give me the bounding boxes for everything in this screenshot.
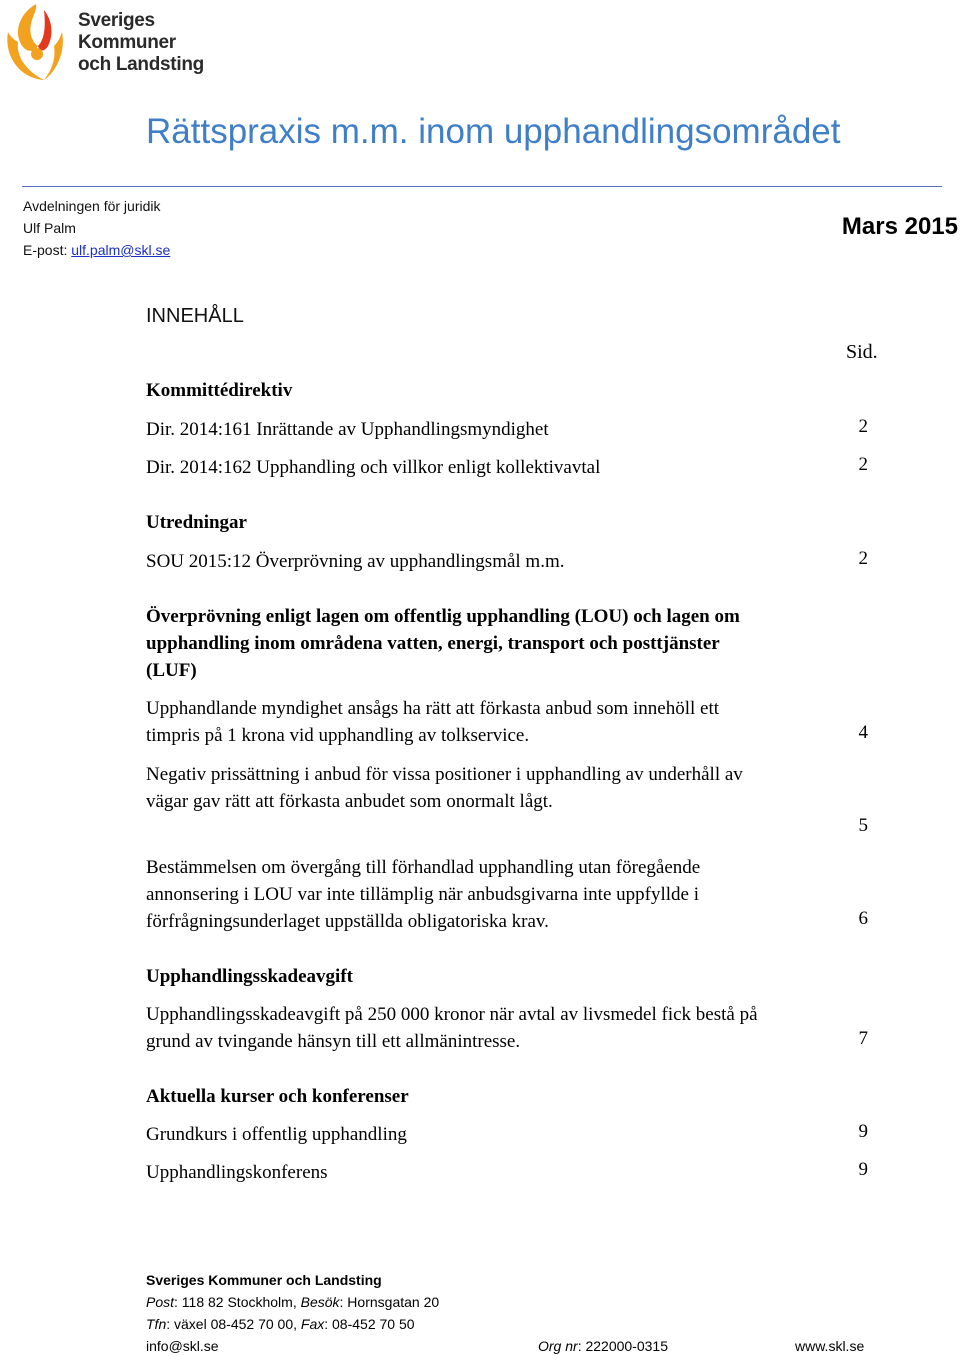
toc-entry: Upphandlingsskadeavgift på 250 000 kronor när avtal av livsmedel fick bestå på grund av tvingande hänsyn till ett allmänintresse.	[146, 1004, 758, 1052]
toc-page-number: 2	[858, 548, 868, 569]
toc-page-number: 9	[858, 1159, 868, 1180]
department: Avdelningen för juridik	[23, 198, 161, 214]
toc-page-number: 7	[858, 1028, 868, 1049]
toc-section-title: Kommittédirektiv	[146, 380, 293, 401]
toc-section-title: Utredningar	[146, 512, 247, 533]
document-title: Rättspraxis m.m. inom upphandlingsområdet	[146, 112, 841, 151]
toc-section-title: Överprövning enligt lagen om offentlig upphandling (LOU) och lagen om upphandling inom områdena vatten, energi, transport och posttjänster (LUF)	[146, 606, 740, 681]
footer-email[interactable]: info@skl.se	[146, 1338, 219, 1354]
page-column-label: Sid.	[846, 341, 878, 363]
document-date: Mars 2015	[841, 213, 958, 240]
toc-page-number: 2	[858, 416, 868, 437]
toc-page-number: 4	[858, 722, 868, 743]
toc-page-number: 6	[858, 908, 868, 929]
toc-entry: SOU 2015:12 Överprövning av upphandlingsmål m.m.	[146, 551, 565, 572]
toc-section-title: Upphandlingsskadeavgift	[146, 966, 353, 987]
footer-org-number: Org nr: 222000-0315	[538, 1338, 668, 1354]
title-divider	[22, 186, 942, 187]
footer-address: Post: 118 82 Stockholm, Besök: Hornsgatan 20	[146, 1294, 440, 1310]
toc-entry: Upphandlande myndighet ansågs ha rätt att förkasta anbud som innehöll ett timpris på 1 krona vid upphandling av tolkservice.	[146, 698, 720, 746]
toc-entry: Bestämmelsen om övergång till förhandlad upphandling utan föregående annonsering i LOU var inte tillämplig när anbudsgivarna inte uppfyllde i förfrågningsunderlaget uppställda obligatoriska krav.	[146, 857, 701, 932]
author-name: Ulf Palm	[23, 220, 76, 236]
toc-entry: Dir. 2014:162 Upphandling och villkor enligt kollektivavtal	[146, 457, 601, 478]
toc-heading: INNEHÅLL	[146, 305, 244, 327]
toc-page-number: 9	[858, 1121, 868, 1142]
toc-entry: Negativ prissättning i anbud för vissa positioner i upphandling av underhåll av vägar gav rätt att förkasta anbudet som onormalt lågt.	[146, 764, 743, 812]
logo-text-line-2: Kommuner	[78, 32, 176, 53]
toc-entry: Upphandlingskonferens	[146, 1162, 328, 1183]
author-email-line	[23, 242, 170, 258]
footer-org-name: Sveriges Kommuner och Landsting	[146, 1272, 382, 1288]
footer-phone: Tfn: växel 08-452 70 00, Fax: 08-452 70 50	[146, 1316, 415, 1332]
logo-text-line-1: Sveriges	[78, 10, 155, 31]
email-label: E-post:	[23, 242, 72, 258]
toc-entry: Dir. 2014:161 Inrättande av Upphandlingsmyndighet	[146, 419, 549, 440]
toc-page-number: 5	[858, 815, 868, 836]
toc-entry: Grundkurs i offentlig upphandling	[146, 1124, 407, 1145]
logo-text-line-3: och Landsting	[78, 54, 204, 75]
skl-logo-icon	[4, 2, 66, 82]
toc-section-title: Aktuella kurser och konferenser	[146, 1086, 409, 1107]
author-email-link[interactable]: ulf.palm@skl.se	[71, 242, 171, 258]
footer-website[interactable]: www.skl.se	[795, 1338, 865, 1354]
toc-page-number: 2	[858, 454, 868, 475]
